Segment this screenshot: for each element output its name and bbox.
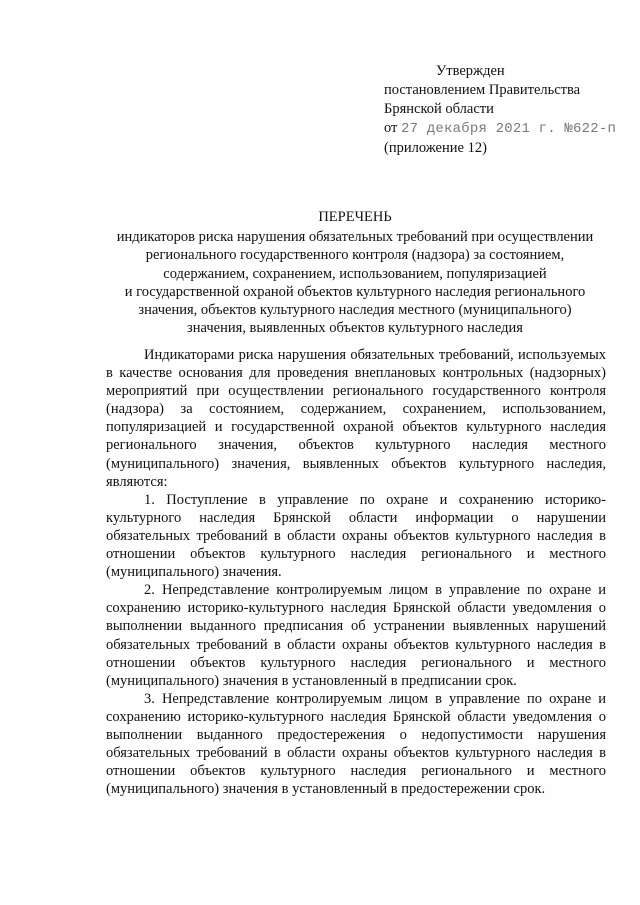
approval-block [384,62,634,158]
approval-region: Брянской области [384,101,494,117]
approval-issuer: постановлением Правительства [384,82,581,98]
title-line: регионального государственного контроля (надзора) за состоянием, [145,247,565,264]
indicator-item-3: 3. Непредставление контролируемым лицом в управление по охране и сохранению историко-культурного наследия Брянской области уведомления о выполнении выданного предостережения о недопустимости нарушения обязательных требований в области охраны объектов культурного наследия в отношении объектов культурного наследия регионального и местного (муниципального) значения в установленный в предостережении срок. [106,690,606,798]
document-body [106,346,606,798]
title-line: и государственной охраной объектов культурного наследия регионального [124,283,586,300]
approval-appendix: (приложение 12) [384,140,487,156]
title-heading: ПЕРЕЧЕНЬ [318,209,392,225]
title-line: индикаторов риска нарушения обязательных требований при осуществлении [116,229,594,246]
indicator-item-2: 2. Непредставление контролируемым лицом в управление по охране и сохранению историко-культурного наследия Брянской области уведомления о выполнении выданного предписания об устранении выявленных нарушений обязательных требований в области охраны объектов культурного наследия в отношении объектов культурного наследия регионального и местного (муниципального) значения в установленный в предписании срок. [106,582,606,689]
approval-date-value: 27 декабря 2021 г. №622-п [401,121,617,137]
approval-date-line [384,119,634,139]
document-title [100,208,610,337]
approval-date-prefix: от [384,120,398,136]
intro-paragraph: Индикаторами риска нарушения обязательных требований, используемых в качестве основания для проведения внеплановых контрольных (надзорных) мероприятий при осуществлении регионального государственного контроля (надзора) за состоянием, содержанием, сохранением, использованием, популяризацией и государственной охраной объектов культурного наследия регионального значения, объектов культурного наследия местного (муниципального) значения, выявленных объектов культурного наследия, являются: [106,347,606,490]
title-line: значения, выявленных объектов культурного наследия [187,320,523,337]
title-line: содержанием, сохранением, использованием, популяризацией [163,265,547,282]
indicator-item-1: 1. Поступление в управление по охране и сохранению историко-культурного наследия Брянской области информации о нарушении обязательных требований в области охраны объектов культурного наследия в отношении объектов культурного наследия регионального и местного (муниципального) значения. [106,491,606,581]
title-line: значения, объектов культурного наследия местного (муниципального) [138,302,572,319]
approval-heading: Утвержден [436,63,505,79]
